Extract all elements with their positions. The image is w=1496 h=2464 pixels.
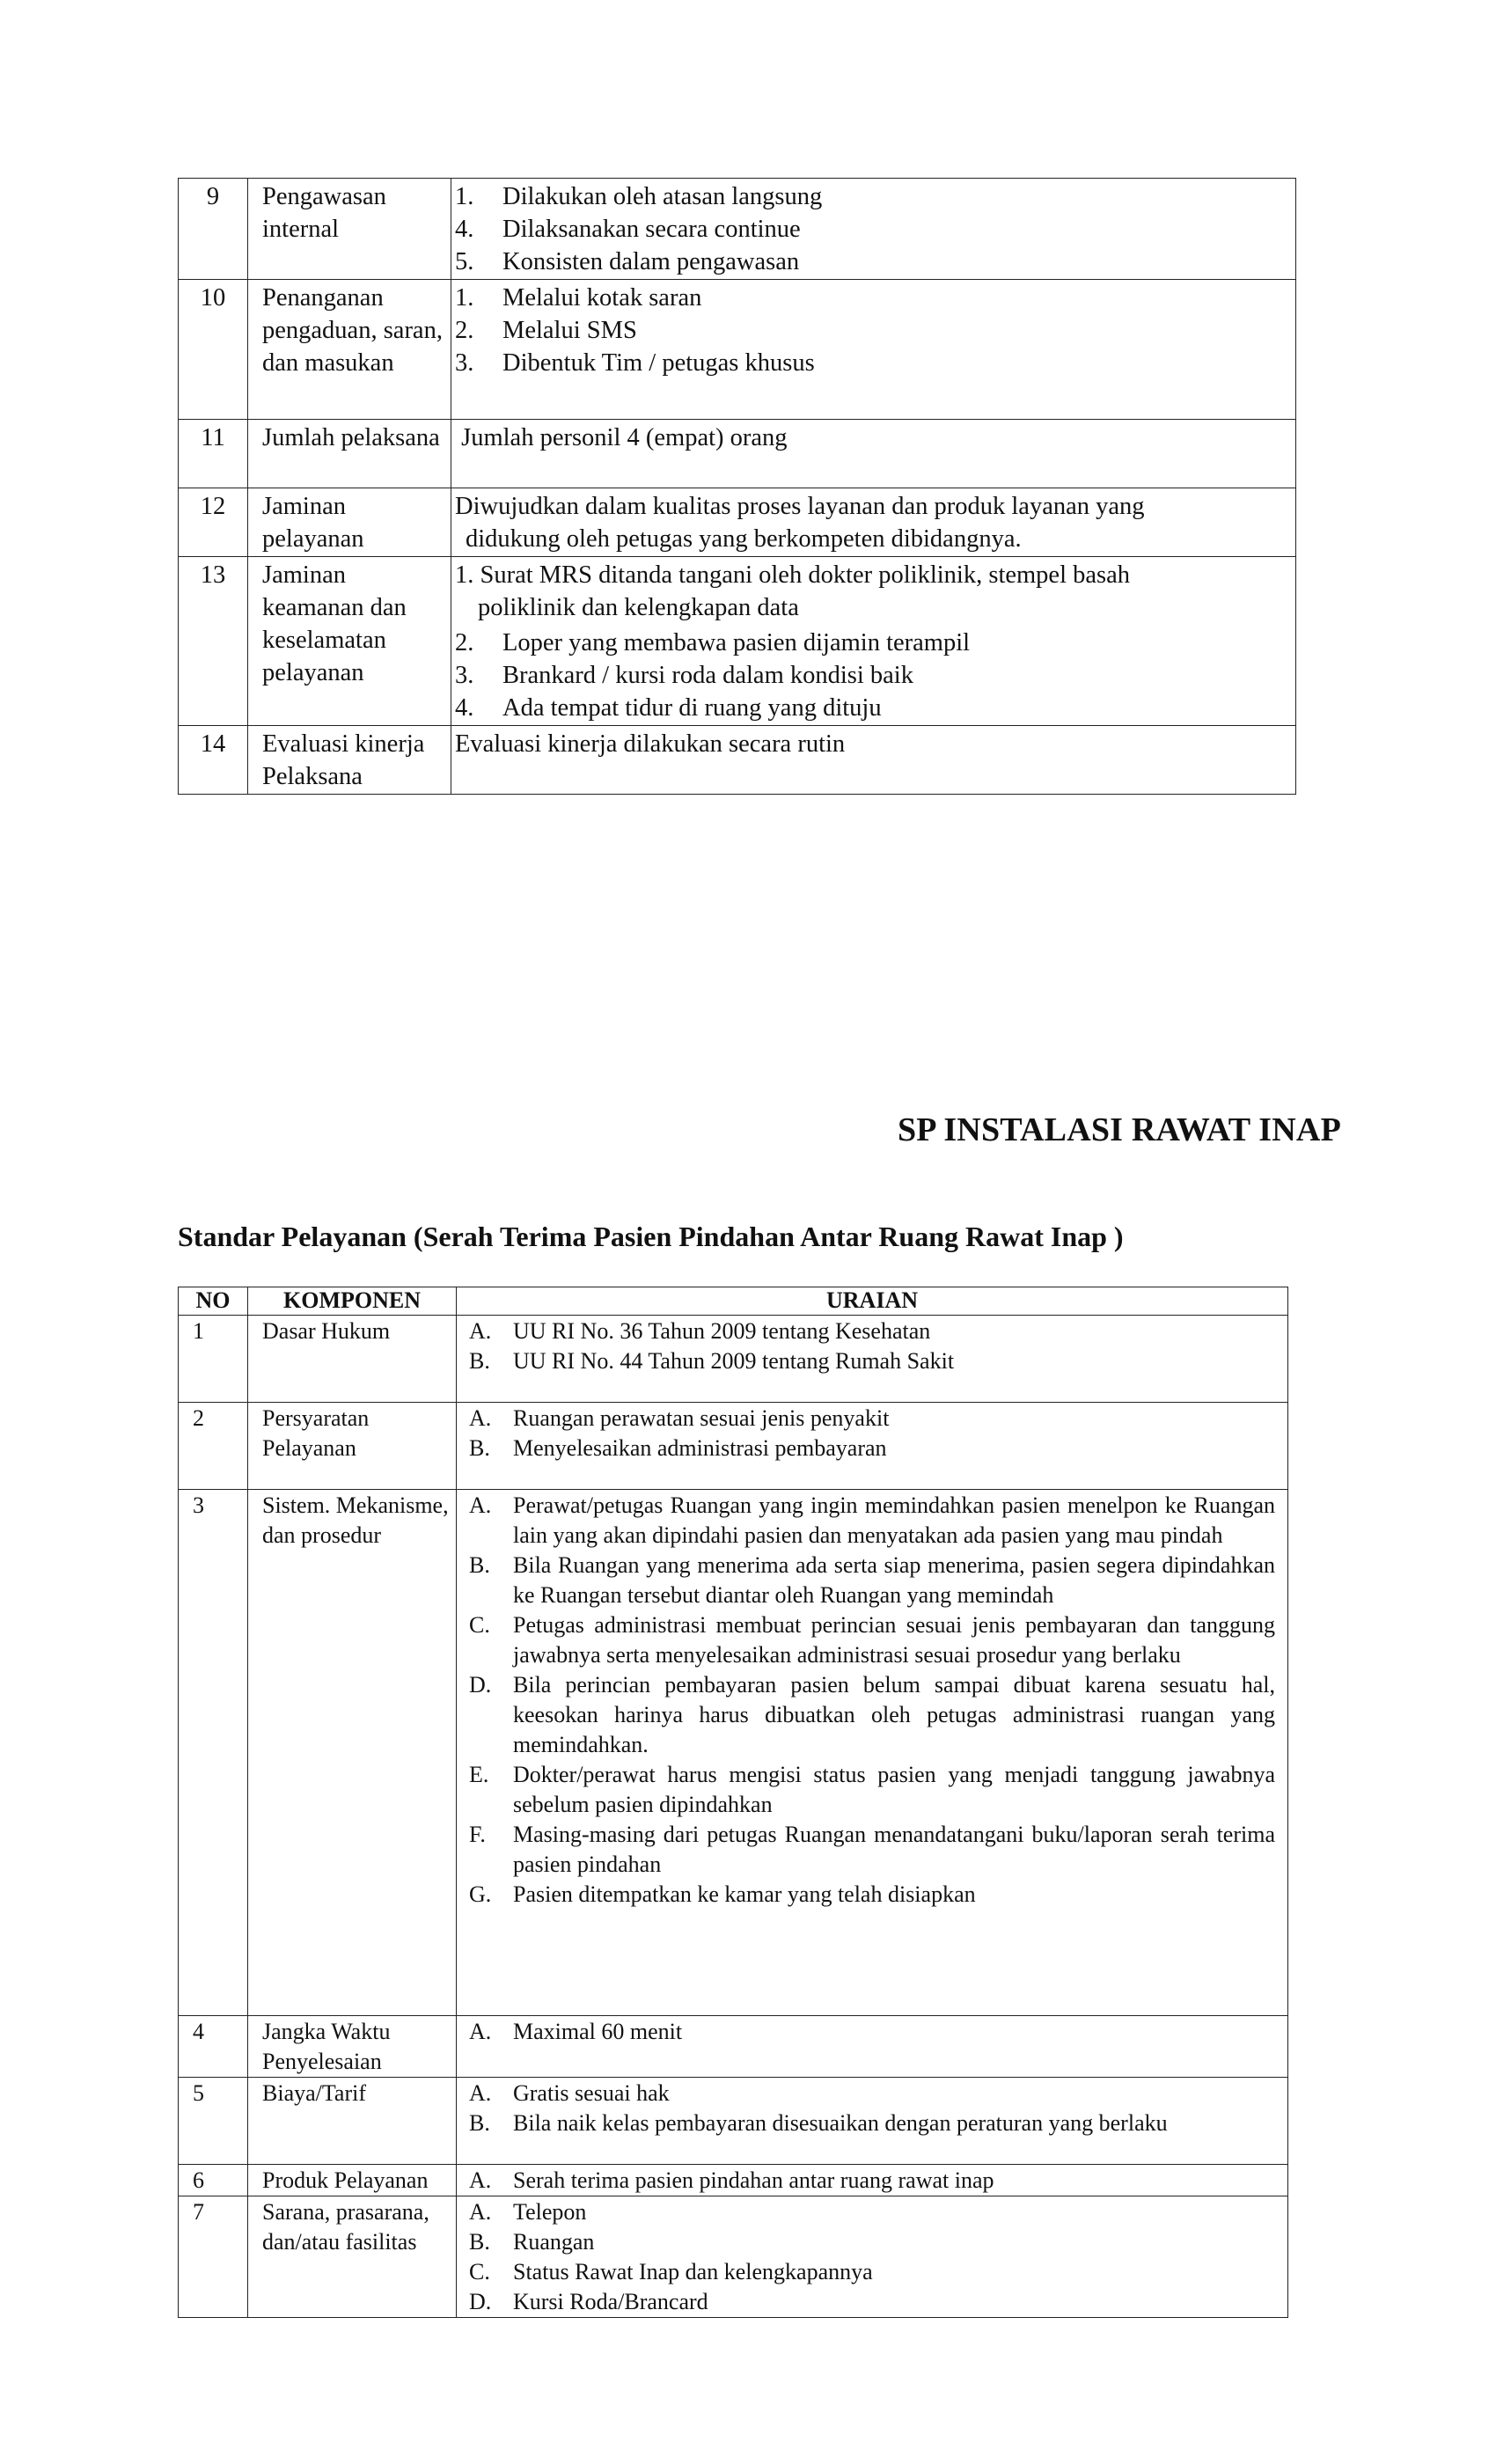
list-item: A. UU RI No. 36 Tahun 2009 tentang Kesehatan — [469, 1318, 931, 1344]
row-description — [457, 1403, 1288, 1490]
header-komponen: KOMPONEN — [248, 1287, 457, 1316]
row-component: Evaluasi kinerja Pelaksana — [248, 726, 451, 795]
row-component: Jaminan pelayanan — [248, 488, 451, 557]
table-row — [179, 1403, 1288, 1490]
row-component: Jumlah pelaksana — [248, 420, 451, 488]
table-row — [179, 1490, 1288, 2016]
row-number: 2 — [179, 1403, 248, 1490]
row-description — [457, 2165, 1288, 2196]
list-item: A. Maximal 60 menit — [469, 2019, 683, 2044]
list-item: B. UU RI No. 44 Tahun 2009 tentang Rumah Sakit — [469, 1348, 955, 1374]
row-component: Sarana, prasarana, dan/atau fasilitas — [248, 2196, 457, 2318]
list-item: 2. Melalui SMS — [455, 317, 637, 344]
row-number: 14 — [179, 726, 248, 795]
list-item: B. Bila Ruangan yang menerima ada serta siap menerima, pasien segera dipindahkan ke Ruangan tersebut diantar oleh Ruangan yang memindah — [469, 1552, 1275, 1608]
row-component: Persyaratan Pelayanan — [248, 1403, 457, 1490]
list-item: B. Ruangan — [469, 2229, 595, 2255]
description-line: didukung oleh petugas yang berkompeten dibidangnya. — [466, 525, 1022, 553]
row-description — [451, 179, 1296, 280]
list-item: E. Dokter/perawat harus mengisi status pasien yang menjadi tanggung jawabnya sebelum pasien dipindahkan — [469, 1762, 1275, 1817]
list-item: A. Gratis sesuai hak — [469, 2080, 670, 2106]
list-item: A. Serah terima pasien pindahan antar ruang rawat inap — [469, 2167, 994, 2193]
table-row — [179, 2196, 1288, 2318]
row-component: Dasar Hukum — [248, 1316, 457, 1403]
list-item-continuation: poliklinik dan kelengkapan data — [478, 594, 799, 621]
row-number: 9 — [179, 179, 248, 280]
row-number: 10 — [179, 280, 248, 420]
list-item: 2. Loper yang membawa pasien dijamin terampil — [455, 629, 971, 656]
row-number: 1 — [179, 1316, 248, 1403]
row-component: Jaminan keamanan dan keselamatan pelayanan — [248, 557, 451, 726]
standard-title: Standar Pelayanan (Serah Terima Pasien Pindahan Antar Ruang Rawat Inap ) — [178, 1221, 1124, 1252]
list-item: B. Menyelesaikan administrasi pembayaran — [469, 1435, 887, 1461]
header-no: NO — [179, 1287, 248, 1316]
table-row — [179, 280, 1296, 420]
row-description: Jumlah personil 4 (empat) orang — [451, 420, 1296, 488]
list-item: 3. Brankard / kursi roda dalam kondisi baik — [455, 662, 913, 689]
row-component: Biaya/Tarif — [248, 2078, 457, 2165]
service-standard-table — [178, 1287, 1288, 2318]
row-component: Pengawasan internal — [248, 179, 451, 280]
row-description — [457, 2078, 1288, 2165]
table-row — [179, 2016, 1288, 2078]
row-description — [457, 1316, 1288, 1403]
row-number: 13 — [179, 557, 248, 726]
list-item: A. Perawat/petugas Ruangan yang ingin memindahkan pasien menelpon ke Ruangan lain yang akan dipindahi pasien dan menyatakan ada pasien yang mau pindah — [469, 1492, 1275, 1548]
row-number: 3 — [179, 1490, 248, 2016]
list-item: F. Masing-masing dari petugas Ruangan menandatangani buku/laporan serah terima pasien pindahan — [469, 1822, 1275, 1877]
list-item: 4. Ada tempat tidur di ruang yang dituju — [455, 694, 882, 722]
row-component: Jangka Waktu Penyelesaian — [248, 2016, 457, 2078]
row-number: 11 — [179, 420, 248, 488]
row-description — [457, 1490, 1288, 2016]
service-table-continued — [178, 178, 1296, 795]
table-row — [179, 179, 1296, 280]
list-item: G. Pasien ditempatkan ke kamar yang telah disiapkan — [469, 1881, 976, 1907]
table-row — [179, 488, 1296, 557]
list-item: 1. Surat MRS ditanda tangani oleh dokter poliklinik, stempel basah — [455, 561, 1131, 589]
list-item: B. Bila naik kelas pembayaran disesuaikan dengan peraturan yang berlaku — [469, 2110, 1168, 2136]
description-line: Diwujudkan dalam kualitas proses layanan dan produk layanan yang — [455, 493, 1145, 520]
list-item: 5. Konsisten dalam pengawasan — [455, 248, 800, 275]
list-item: C. Status Rawat Inap dan kelengkapannya — [469, 2259, 873, 2284]
list-item: 4. Dilaksanakan secara continue — [455, 216, 801, 243]
list-item: 1. Melalui kotak saran — [455, 284, 702, 312]
list-item: A. Ruangan perawatan sesuai jenis penyakit — [469, 1405, 890, 1431]
table-row — [179, 2078, 1288, 2165]
row-component: Penanganan pengaduan, saran, dan masukan — [248, 280, 451, 420]
row-number: 4 — [179, 2016, 248, 2078]
row-component: Sistem. Mekanisme, dan prosedur — [248, 1490, 457, 2016]
row-description — [451, 280, 1296, 420]
row-description — [457, 2196, 1288, 2318]
row-number: 12 — [179, 488, 248, 557]
row-description — [457, 2016, 1288, 2078]
row-number: 6 — [179, 2165, 248, 2196]
table-row — [179, 2165, 1288, 2196]
row-description — [451, 488, 1296, 557]
header-uraian: URAIAN — [457, 1287, 1288, 1316]
table-row — [179, 557, 1296, 726]
table-row — [179, 726, 1296, 795]
table-header-row — [179, 1287, 1288, 1316]
list-item: 1. Dilakukan oleh atasan langsung — [455, 183, 823, 210]
list-item: 3. Dibentuk Tim / petugas khusus — [455, 349, 815, 377]
row-description: Evaluasi kinerja dilakukan secara rutin — [451, 726, 1296, 795]
section-title: SP INSTALASI RAWAT INAP — [897, 1111, 1341, 1148]
row-description — [451, 557, 1296, 726]
row-component: Produk Pelayanan — [248, 2165, 457, 2196]
row-number: 5 — [179, 2078, 248, 2165]
row-number: 7 — [179, 2196, 248, 2318]
table-row — [179, 1316, 1288, 1403]
table-row — [179, 420, 1296, 488]
list-item: A. Telepon — [469, 2199, 587, 2225]
list-item: D. Bila perincian pembayaran pasien belum sampai dibuat karena sesuatu hal, keesokan harinya harus dibuatkan oleh petugas administrasi ruangan yang memindahkan. — [469, 1672, 1275, 1757]
list-item: C. Petugas administrasi membuat perincian sesuai jenis pembayaran dan tanggung jawabnya serta menyelesaikan administrasi sesuai prosedur yang berlaku — [469, 1612, 1275, 1668]
list-item: D. Kursi Roda/Brancard — [469, 2289, 708, 2314]
